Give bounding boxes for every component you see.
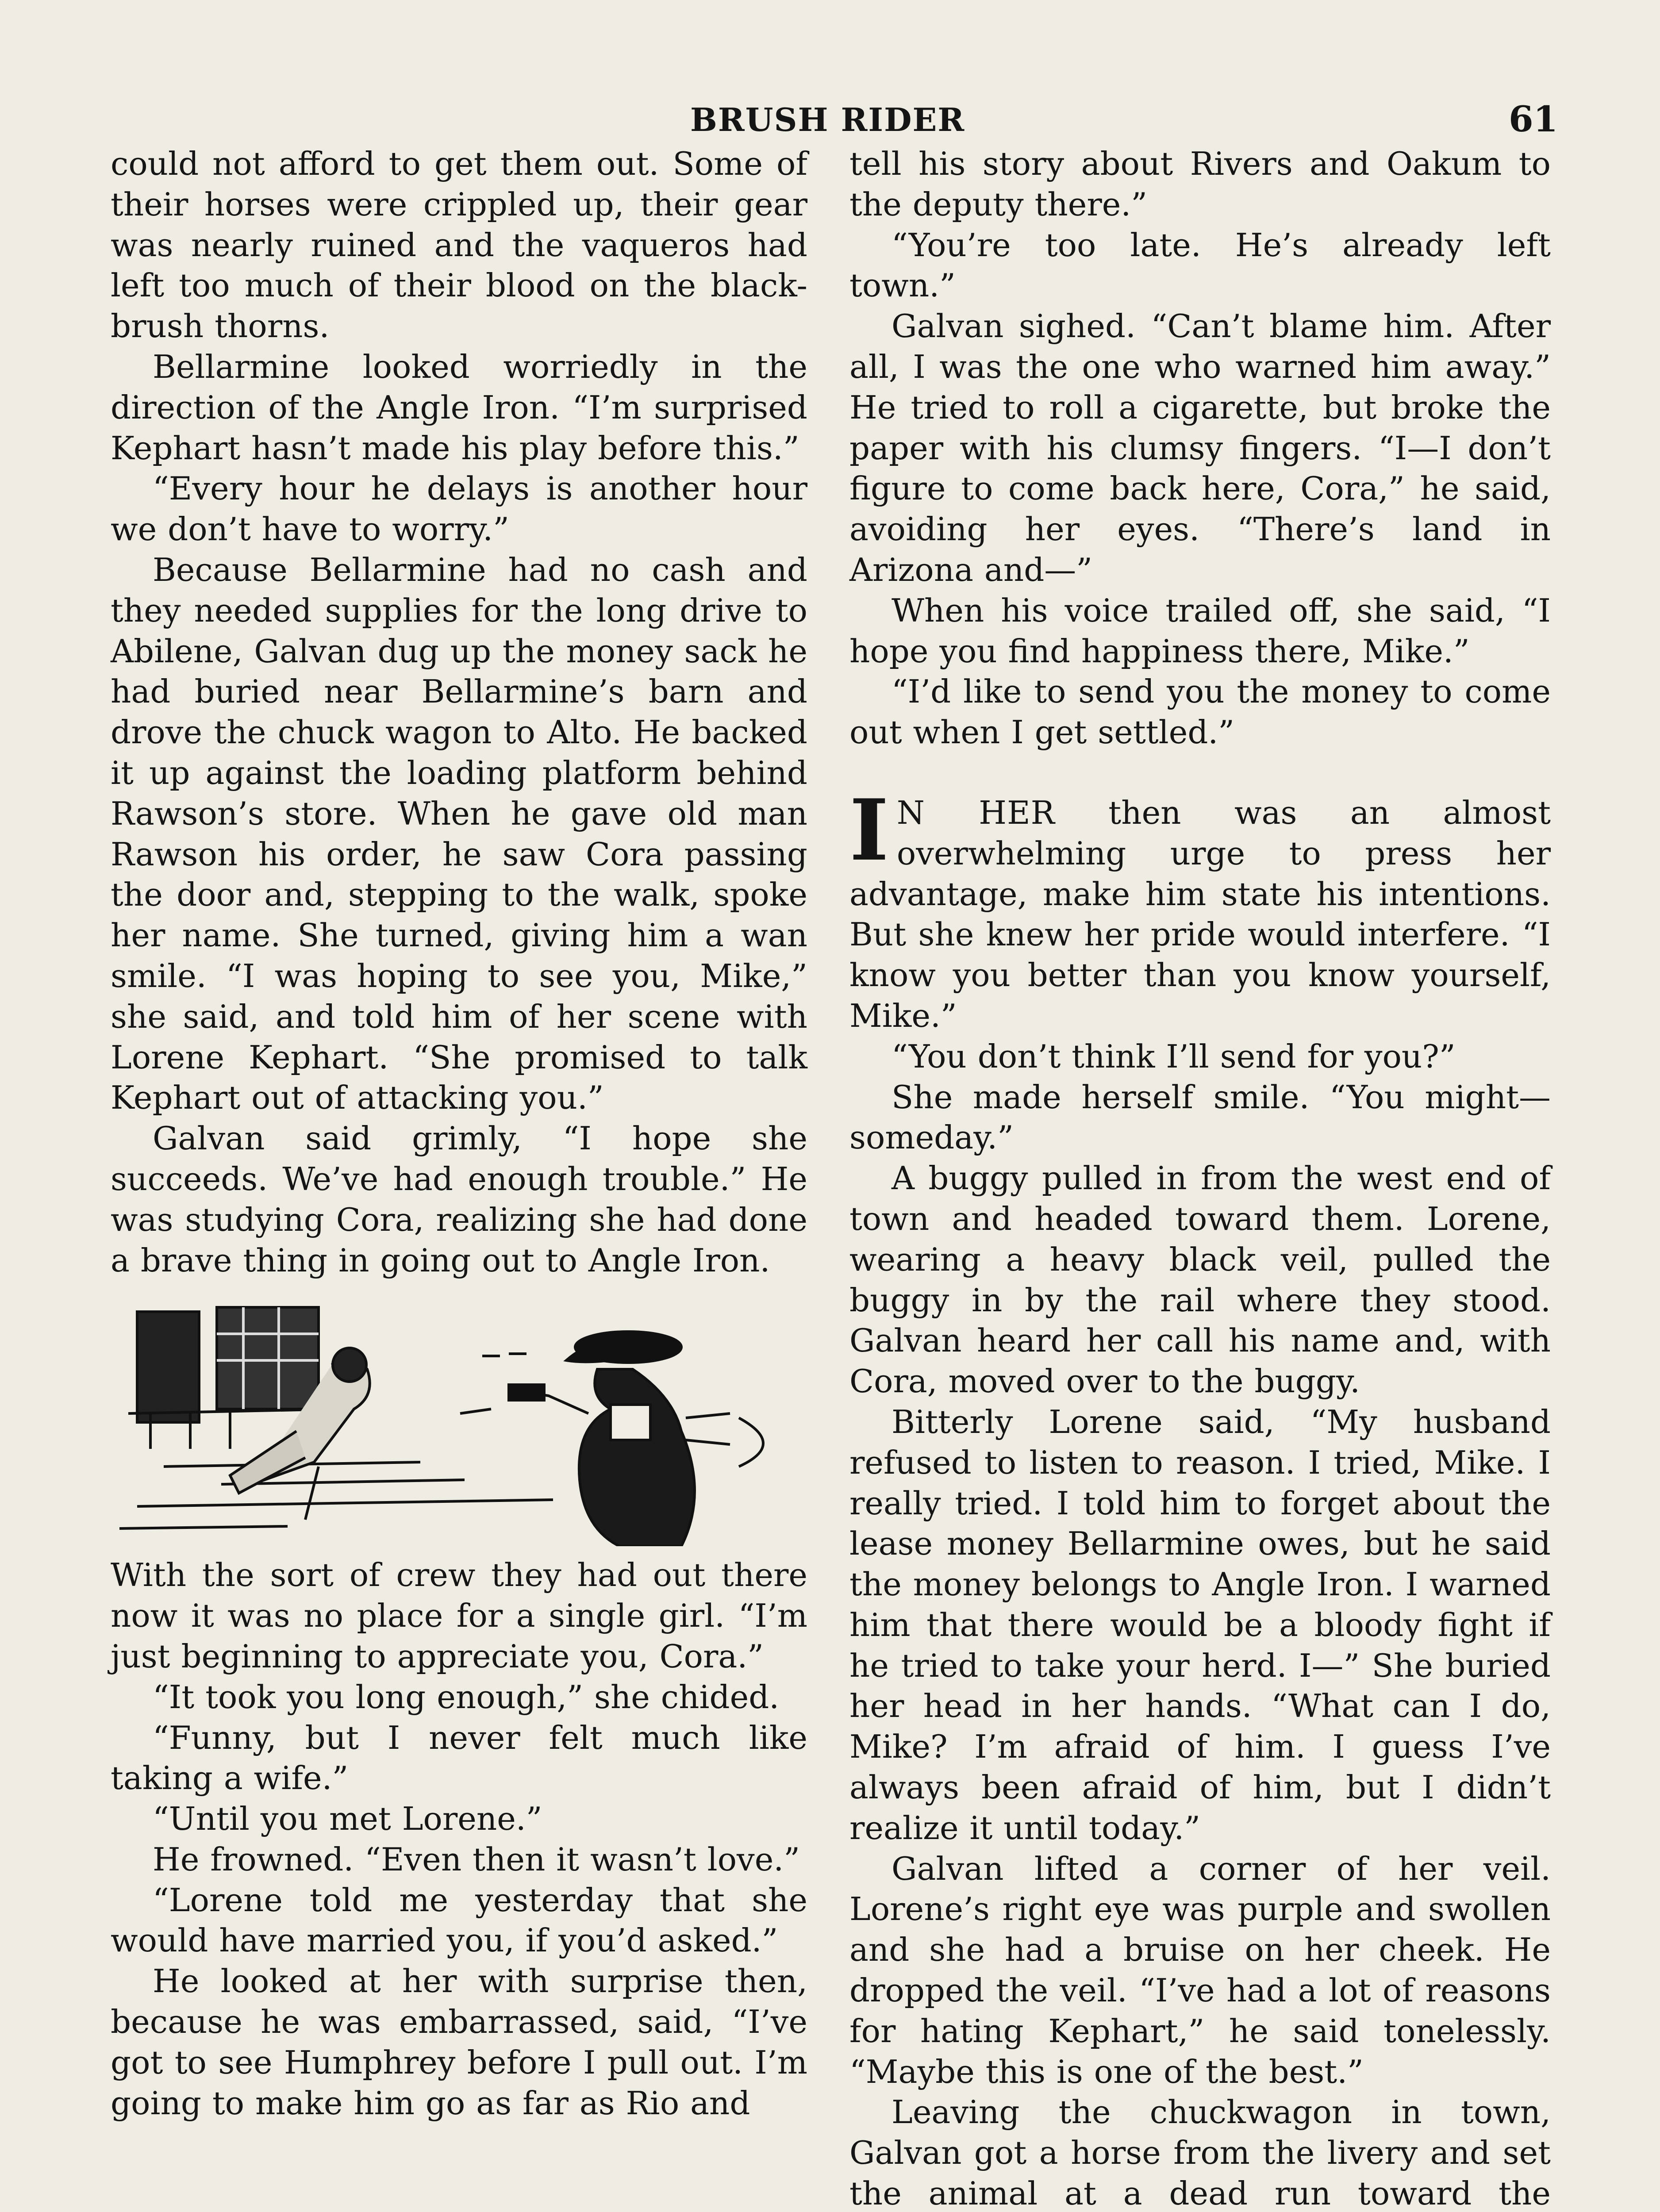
paragraph: Leaving the chuckwagon in town, Galvan got a horse from the livery and set the animal at a dead run toward the (849, 2093, 1551, 2212)
paragraph: “Funny, but I never felt much like taking a wife.” (111, 1719, 807, 1797)
paragraph: Because Bellarmine had no cash and they needed supplies for the long drive to Abilene, Galvan dug up the money sack he had buried near Bellarmine’s barn and drove the chuck wagon to Alto. He backed it up against the loading platform behind Rawson’s store. When he gave old man Rawson his order, he saw Cora passing the door and, stepping to the walk, spoke her name. She turned, giving him a wan smile. “I was hoping to see you, Mike,” she said, and told him of her scene with Lorene Kephart. “She promised to talk Kephart out of attacking you.” (111, 551, 807, 1117)
drop-cap-word: N HER (896, 794, 1055, 831)
section-opening-paragraph (849, 780, 1551, 1037)
paragraph: Galvan sighed. “Can’t blame him. After all, I was the one who warned him away.” He tried to roll a cigarette, but broke the paper with his clumsy fingers. “I—I don’t figure to come back here, Cora,” he said, avoiding her eyes. “There’s land in Arizona and—” (849, 307, 1551, 588)
paragraph: “You’re too late. He’s already left town.” (849, 226, 1551, 304)
page-number: 61 (1509, 98, 1558, 140)
paragraph: “Until you met Lorene.” (153, 1800, 542, 1838)
paragraph: could not afford to get them out. Some of their horses were crippled up, their gear was nearly ruined and the vaqueros had left too much of their blood on the black-brush thorns. (111, 145, 807, 345)
paragraph: “You don’t think I’ll send for you?” (891, 1037, 1456, 1075)
drop-cap-text: then was an almost overwhelming urge to press her advantage, make him state his intentions. But she knew her pride would interfere. “I know you better than you know yourself, Mike.” (849, 794, 1551, 1034)
paragraph: “Lorene told me yesterday that she would have married you, if you’d asked.” (111, 1881, 807, 1959)
paragraph: “I’d like to send you the money to come out when I get settled.” (849, 673, 1551, 751)
paragraph: With the sort of crew they had out there now it was no place for a single girl. “I’m just beginning to appreciate you, Cora.” (111, 1556, 807, 1675)
right-column (849, 144, 1551, 2212)
paragraph: Galvan said grimly, “I hope she succeeds. We’ve had enough trouble.” He was studying Cora, realizing she had done a brave thing in going out to Angle Iron. (111, 1120, 807, 1279)
paragraph: She made herself smile. “You might—someday.” (849, 1078, 1551, 1156)
running-header: BRUSH RIDER (690, 101, 965, 138)
gunfight-illustration (111, 1298, 807, 1546)
paragraph: When his voice trailed off, she said, “I hope you find happiness there, Mike.” (849, 591, 1551, 670)
paragraph: “It took you long enough,” she chided. (153, 1678, 780, 1716)
paragraph: He frowned. “Even then it wasn’t love.” (153, 1840, 800, 1878)
paragraph: A buggy pulled in from the west end of town and headed toward them. Lorene, wearing a heavy black veil, pulled the buggy in by the rail where they stood. Galvan heard her call his name and, with Cora, moved over to the buggy. (849, 1160, 1551, 1400)
paragraph: tell his story about Rivers and Oakum to the deputy there.” (849, 145, 1551, 223)
paragraph: “Every hour he delays is another hour we don’t have to worry.” (111, 470, 807, 548)
paragraph: Bellarmine looked worriedly in the direction of the Angle Iron. “I’m surprised Kephart hasn’t made his play before this.” (111, 348, 807, 467)
paragraph: Galvan lifted a corner of her veil. Lorene’s right eye was purple and swollen and she had a bruise on her cheek. He dropped the veil. “I’ve had a lot of reasons for hating Kephart,” he said tonelessly. “Maybe this is one of the best.” (849, 1850, 1551, 2090)
paragraph: Bitterly Lorene said, “My husband refused to listen to reason. I tried, Mike. I really tried. I told him to forget about the lease money Bellarmine owes, but he said the money belongs to Angle Iron. I warned him that there would be a bloody fight if he tried to take your herd. I—” She buried her head in her hands. “What can I do, Mike? I’m afraid of him. I guess I’ve always been afraid of him, but I didn’t realize it until today.” (849, 1403, 1551, 1847)
paragraph: He looked at her with surprise then, because he was embarrassed, said, “I’ve got to see Humphrey before I pull out. I’m going to make him go as far as Rio and (111, 1962, 807, 2122)
left-column (111, 144, 807, 2124)
drop-cap: I (849, 780, 889, 879)
